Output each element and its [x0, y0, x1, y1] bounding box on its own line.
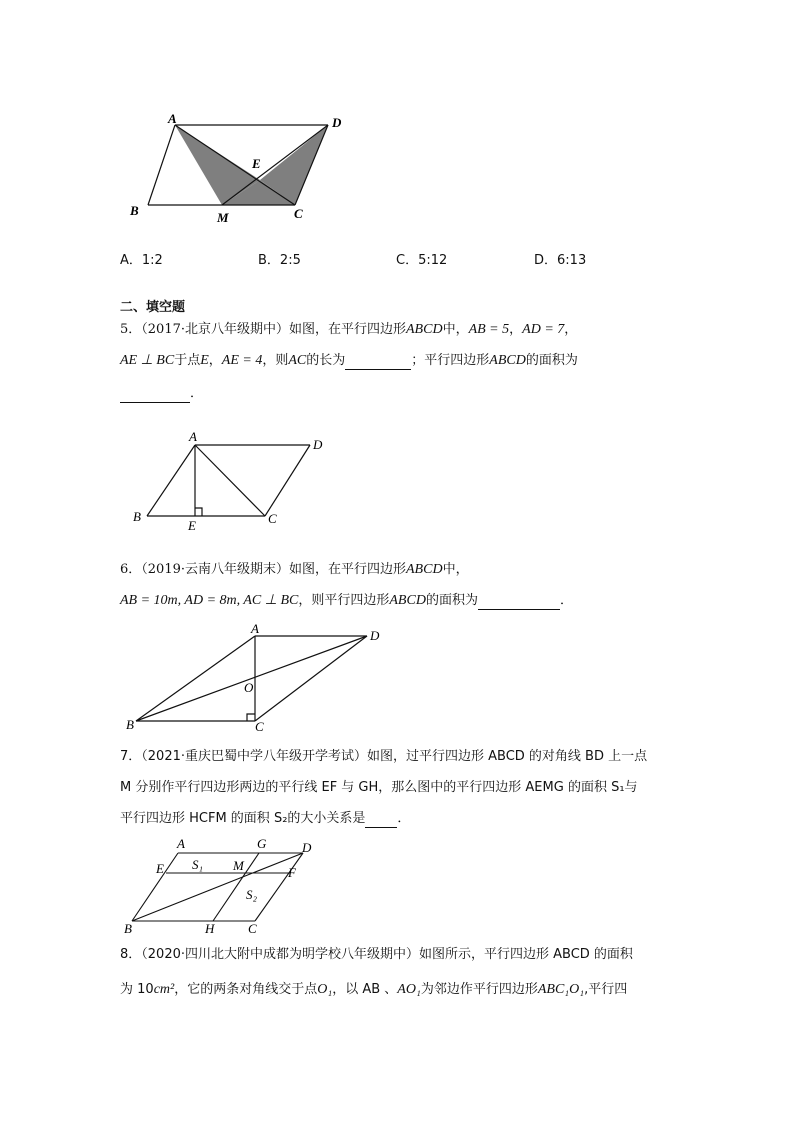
figure-q5 — [125, 425, 345, 535]
label-M: M — [217, 210, 229, 225]
q8-line2: 为 10cm²，它的两条对角线交于点O₁，以 AB 、AO₁为邻边作平行四边形ABC₁O₁,平行四 — [120, 982, 628, 997]
choice-c: C．5:12 — [396, 253, 448, 268]
q7-label-F: F — [288, 865, 296, 880]
q6-label-A: A — [251, 621, 259, 636]
q6-line1: 6．（2019·云南八年级期末）如图，在平行四边形ABCD中， — [120, 562, 469, 577]
q7-label-A: A — [177, 836, 185, 851]
q7-label-M: M — [233, 858, 244, 873]
q8-line1: 8．（2020·四川北大附中成都为明学校八年级期中）如图所示，平行四边形 ABCD 的面积 — [120, 947, 633, 962]
section-title: 二、填空题 — [120, 300, 186, 315]
answer-blank-q7[interactable] — [365, 813, 397, 828]
label-D: D — [332, 115, 342, 130]
label-C: C — [294, 206, 303, 221]
q5-label-E: E — [188, 518, 196, 533]
choice-d: D．6:13 — [534, 253, 587, 268]
q5-line1: 5．（2017·北京八年级期中）如图，在平行四边形ABCD中，AB = 5，AD = 7， — [120, 322, 578, 337]
q5-label-D: D — [313, 437, 323, 452]
figure-q4 — [120, 105, 360, 230]
q7-label-C: C — [248, 921, 257, 935]
q5-label-B: B — [133, 509, 141, 524]
q7-label-D: D — [302, 840, 312, 855]
answer-blank-q6[interactable] — [478, 595, 560, 610]
q5-line3: ． — [120, 385, 203, 403]
label-B: B — [130, 203, 139, 218]
q7-label-B: B — [124, 921, 132, 935]
q7-label-H: H — [205, 921, 215, 935]
figure-q6 — [122, 620, 392, 735]
choice-b: B．2:5 — [258, 253, 301, 268]
answer-blank-q5-2[interactable] — [120, 388, 190, 403]
q5-line2: AE ⊥ BC于点E，AE = 4，则AC的长为 ；平行四边形ABCD的面积为 — [120, 353, 578, 368]
q7-label-S1: S₁ — [192, 857, 204, 872]
q7-line1: 7．（2021·重庆巴蜀中学八年级开学考试）如图，过平行四边形 ABCD 的对角线 BD 上一点 — [120, 749, 648, 764]
label-E: E — [252, 156, 261, 171]
q7-label-G: G — [257, 836, 267, 851]
q6-label-D: D — [370, 628, 380, 643]
q6-label-C: C — [255, 719, 264, 734]
q7-label-E: E — [156, 861, 164, 876]
choice-a: A．1:2 — [120, 253, 163, 268]
q7-label-S2: S₂ — [246, 887, 258, 902]
label-A: A — [168, 111, 177, 126]
q6-label-B: B — [126, 717, 134, 732]
q6-label-O: O — [244, 680, 254, 695]
q7-line3: 平行四边形 HCFM 的面积 S₂的大小关系是 ． — [120, 811, 411, 826]
figure-q7 — [120, 835, 330, 935]
answer-blank-q5-1[interactable] — [345, 355, 411, 370]
q5-label-A: A — [189, 429, 197, 444]
q7-line2: M 分别作平行四边形两边的平行线 EF 与 GH，那么图中的平行四边形 AEMG 的面积 S₁与 — [120, 780, 638, 795]
q6-line2: AB = 10m, AD = 8m, AC ⊥ BC，则平行四边形ABCD的面积为 ． — [120, 593, 573, 608]
q5-label-C: C — [268, 511, 277, 526]
